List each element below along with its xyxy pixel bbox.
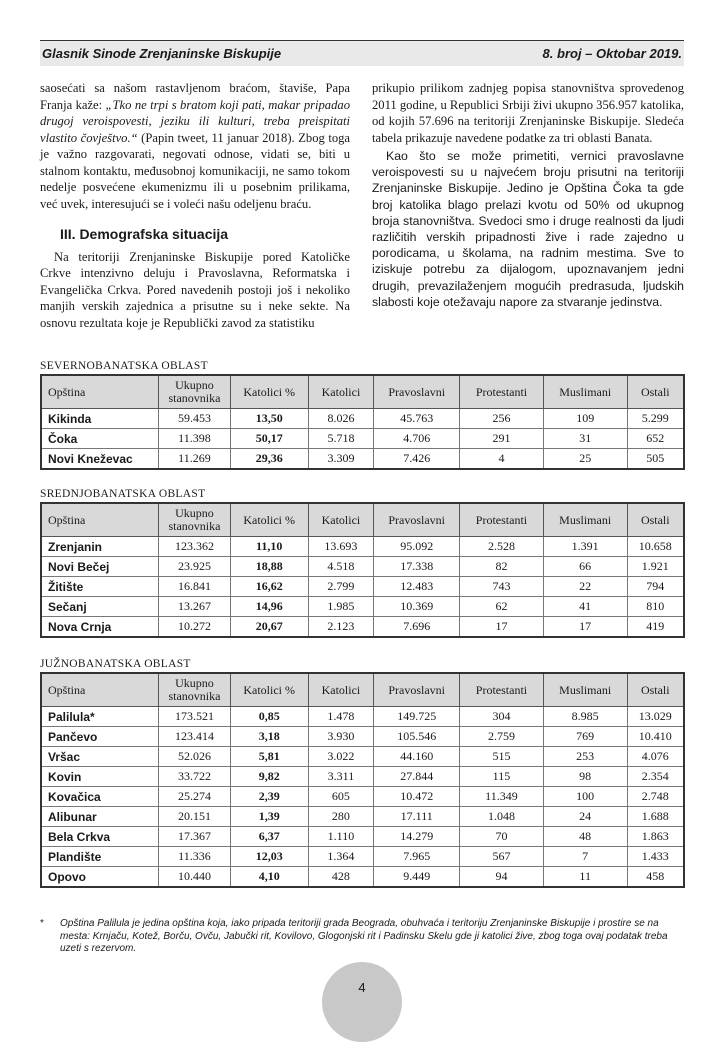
municipality-cell: Sečanj [41, 597, 159, 617]
value-cell: 29,36 [230, 449, 308, 470]
column-header: Katolici % [230, 375, 308, 409]
value-cell: 2.123 [308, 617, 374, 638]
table-row [41, 767, 684, 787]
value-cell: 3.930 [308, 727, 374, 747]
column-header: Ostali [627, 503, 684, 537]
value-cell: 11,10 [230, 537, 308, 557]
table-row [41, 409, 684, 429]
value-cell: 652 [627, 429, 684, 449]
column-header: Katolici [308, 503, 374, 537]
value-cell: 115 [460, 767, 544, 787]
value-cell: 11.349 [460, 787, 544, 807]
value-cell: 1.364 [308, 847, 374, 867]
value-cell: 769 [543, 727, 627, 747]
right-column [372, 80, 684, 310]
value-cell: 12.483 [374, 577, 460, 597]
value-cell: 5.718 [308, 429, 374, 449]
demographics-table [40, 374, 685, 470]
column-header: Opština [41, 503, 159, 537]
value-cell: 1.478 [308, 707, 374, 727]
value-cell: 11.336 [159, 847, 231, 867]
value-cell: 123.414 [159, 727, 231, 747]
municipality-cell: Palilula* [41, 707, 159, 727]
column-header: Muslimani [543, 673, 627, 707]
value-cell: 253 [543, 747, 627, 767]
census-paragraph: prikupio prilikom zadnjeg popisa stanovništva sprovedenog 2011 godine, u Republici Srbiji živi ukupno 356.957 katolika, od kojih 57.696 na teritoriji Zrenjaninske Biskupije. Sledeća tabela prikazuje navedene podatke za tri oblasti Banata. [372, 81, 684, 145]
municipality-cell: Novi Kneževac [41, 449, 159, 470]
region-title: SEVERNOBANATSKA OBLAST [40, 360, 208, 372]
value-cell: 4,10 [230, 867, 308, 888]
value-cell: 13.693 [308, 537, 374, 557]
value-cell: 3.309 [308, 449, 374, 470]
value-cell: 173.521 [159, 707, 231, 727]
municipality-cell: Opovo [41, 867, 159, 888]
value-cell: 2.799 [308, 577, 374, 597]
municipality-cell: Žitište [41, 577, 159, 597]
value-cell: 10.272 [159, 617, 231, 638]
value-cell: 2.354 [627, 767, 684, 787]
value-cell: 2.759 [460, 727, 544, 747]
value-cell: 100 [543, 787, 627, 807]
value-cell: 48 [543, 827, 627, 847]
value-cell: 33.722 [159, 767, 231, 787]
value-cell: 149.725 [374, 707, 460, 727]
value-cell: 17 [460, 617, 544, 638]
value-cell: 16.841 [159, 577, 231, 597]
value-cell: 291 [460, 429, 544, 449]
value-cell: 105.546 [374, 727, 460, 747]
value-cell: 14,96 [230, 597, 308, 617]
column-header: Pravoslavni [374, 673, 460, 707]
value-cell: 419 [627, 617, 684, 638]
region-title: SREDNJOBANATSKA OBLAST [40, 488, 206, 500]
section-heading: III. Demografska situacija [60, 226, 229, 242]
municipality-cell: Pančevo [41, 727, 159, 747]
value-cell: 1.985 [308, 597, 374, 617]
value-cell: 1.863 [627, 827, 684, 847]
table-row [41, 787, 684, 807]
value-cell: 7.426 [374, 449, 460, 470]
value-cell: 10.658 [627, 537, 684, 557]
value-cell: 22 [543, 577, 627, 597]
table-row [41, 577, 684, 597]
table-row [41, 429, 684, 449]
column-header: Opština [41, 375, 159, 409]
issue-date: 8. broj – Oktobar 2019. [542, 46, 682, 61]
value-cell: 20,67 [230, 617, 308, 638]
value-cell: 13.029 [627, 707, 684, 727]
column-header: Ostali [627, 673, 684, 707]
value-cell: 7.696 [374, 617, 460, 638]
value-cell: 8.026 [308, 409, 374, 429]
value-cell: 743 [460, 577, 544, 597]
municipality-cell: Plandište [41, 847, 159, 867]
value-cell: 98 [543, 767, 627, 787]
value-cell: 16,62 [230, 577, 308, 597]
value-cell: 2.528 [460, 537, 544, 557]
demographics-table [40, 672, 685, 888]
column-header: Opština [41, 673, 159, 707]
column-header: Muslimani [543, 503, 627, 537]
value-cell: 6,37 [230, 827, 308, 847]
value-cell: 23.925 [159, 557, 231, 577]
value-cell: 4.076 [627, 747, 684, 767]
column-header: Ukupno stanovnika [159, 673, 231, 707]
municipality-cell: Vršac [41, 747, 159, 767]
value-cell: 3.022 [308, 747, 374, 767]
value-cell: 123.362 [159, 537, 231, 557]
value-cell: 14.279 [374, 827, 460, 847]
value-cell: 515 [460, 747, 544, 767]
value-cell: 4.518 [308, 557, 374, 577]
value-cell: 17.367 [159, 827, 231, 847]
value-cell: 4 [460, 449, 544, 470]
value-cell: 10.472 [374, 787, 460, 807]
value-cell: 11.398 [159, 429, 231, 449]
value-cell: 304 [460, 707, 544, 727]
observation-paragraph: Kao što se može primetiti, vernici pravoslavne veroispovesti su u najvećem broju prisutni na teritoriji Zrenjaninske Biskupije. Jedino je Opština Čoka ta gde broj katolika blago prelazi kvotu od 50% od ukupnog broja stanovništva. Svedoci smo i druge realnosti da ljudi različitih verskih pripadnosti žive i rade zajedno u porodicama, u školama, na radnim mestima. Sve to iziskuje potrebu za dijalogom, upoznavanjem jedni drugih, prevazilaženjem mogućih predrasuda, ljudskih slabosti koje otežavaju napore za stvaranje jedinstva. [372, 149, 684, 309]
column-header: Ukupno stanovnika [159, 503, 231, 537]
municipality-cell: Novi Bečej [41, 557, 159, 577]
value-cell: 2.748 [627, 787, 684, 807]
column-header: Katolici [308, 375, 374, 409]
value-cell: 505 [627, 449, 684, 470]
value-cell: 50,17 [230, 429, 308, 449]
demographics-paragraph: Na teritoriji Zrenjaninske Biskupije pored Katoličke Crkve intenzivno deluju i Pravoslavna, Reformatska i Evangelička Crkva. Pored navedenih postoji još i nekoliko manjih verskih zajednica a prisutne su i neke sekte. Na osnovu rezultata koje je Republički zavod za statistiku [40, 249, 350, 330]
municipality-cell: Nova Crnja [41, 617, 159, 638]
value-cell: 82 [460, 557, 544, 577]
table-header-row [41, 673, 684, 707]
column-header: Protestanti [460, 375, 544, 409]
left-column [40, 80, 350, 331]
value-cell: 109 [543, 409, 627, 429]
value-cell: 25 [543, 449, 627, 470]
footnote-text: Opština Palilula je jedina opština koja, iako pripada teritoriji grada Beograda, obuhvaća i teritoriju Zrenjaninske Biskupije i prostire se na mesta: Krnjaču, Kotež, Borču, Ovču, Jabučki rit, Kovilovo, Glogonjski rit i Padinsku Skelu gde ji katolici žive, zbog toga ovaj podatak treba uzeti s rezervom. [60, 918, 668, 954]
municipality-cell: Zrenjanin [41, 537, 159, 557]
column-header: Ukupno stanovnika [159, 375, 231, 409]
value-cell: 45.763 [374, 409, 460, 429]
value-cell: 10.440 [159, 867, 231, 888]
municipality-cell: Kovačica [41, 787, 159, 807]
publication-title: Glasnik Sinode Zrenjaninske Biskupije [42, 46, 282, 61]
value-cell: 12,03 [230, 847, 308, 867]
intro-paragraph: saosećati sa našom rastavljenom braćom, štaviše, Papa Franja kaže: „Tko ne trpi s bratom koji pati, makar pripadao drugoj veroispovesti, jeziku ili kulturi, treba preispitati vlastito čovještvo.“ (Papin tweet, 11 januar 2018). Zbog toga je važno razgovarati, negovati odnose, vidati se, biti u stalnom kontaktu, međusobnoj komunikaciji, ne samo tokom nedelje posvećene ekumenizmu ili u posebnim prilikama, već uvek, interesujući se i voleći našu odeljenu braću. [40, 81, 351, 211]
column-header: Katolici % [230, 673, 308, 707]
value-cell: 17.338 [374, 557, 460, 577]
value-cell: 10.369 [374, 597, 460, 617]
value-cell: 41 [543, 597, 627, 617]
region-title: JUŽNOBANATSKA OBLAST [40, 658, 191, 670]
value-cell: 20.151 [159, 807, 231, 827]
table-header-row [41, 503, 684, 537]
demographics-table [40, 502, 685, 638]
value-cell: 66 [543, 557, 627, 577]
value-cell: 1.110 [308, 827, 374, 847]
column-header: Katolici % [230, 503, 308, 537]
value-cell: 59.453 [159, 409, 231, 429]
value-cell: 5,81 [230, 747, 308, 767]
value-cell: 5.299 [627, 409, 684, 429]
value-cell: 7.965 [374, 847, 460, 867]
value-cell: 3,18 [230, 727, 308, 747]
table-row [41, 747, 684, 767]
value-cell: 10.410 [627, 727, 684, 747]
value-cell: 13.267 [159, 597, 231, 617]
table-row [41, 449, 684, 470]
value-cell: 7 [543, 847, 627, 867]
value-cell: 95.092 [374, 537, 460, 557]
value-cell: 3.311 [308, 767, 374, 787]
value-cell: 25.274 [159, 787, 231, 807]
table-row [41, 827, 684, 847]
value-cell: 27.844 [374, 767, 460, 787]
page-header [40, 40, 684, 66]
footnote [40, 918, 685, 956]
value-cell: 280 [308, 807, 374, 827]
municipality-cell: Čoka [41, 429, 159, 449]
table-row [41, 557, 684, 577]
table-row [41, 537, 684, 557]
table-row [41, 847, 684, 867]
value-cell: 17 [543, 617, 627, 638]
column-header: Protestanti [460, 503, 544, 537]
value-cell: 8.985 [543, 707, 627, 727]
value-cell: 9,82 [230, 767, 308, 787]
value-cell: 11.269 [159, 449, 231, 470]
value-cell: 428 [308, 867, 374, 888]
value-cell: 810 [627, 597, 684, 617]
municipality-cell: Bela Crkva [41, 827, 159, 847]
value-cell: 1.921 [627, 557, 684, 577]
column-header: Muslimani [543, 375, 627, 409]
value-cell: 52.026 [159, 747, 231, 767]
value-cell: 0,85 [230, 707, 308, 727]
value-cell: 256 [460, 409, 544, 429]
value-cell: 458 [627, 867, 684, 888]
value-cell: 44.160 [374, 747, 460, 767]
value-cell: 2,39 [230, 787, 308, 807]
value-cell: 13,50 [230, 409, 308, 429]
value-cell: 31 [543, 429, 627, 449]
value-cell: 17.111 [374, 807, 460, 827]
column-header: Pravoslavni [374, 503, 460, 537]
table-row [41, 617, 684, 638]
value-cell: 70 [460, 827, 544, 847]
value-cell: 1.688 [627, 807, 684, 827]
column-header: Katolici [308, 673, 374, 707]
value-cell: 18,88 [230, 557, 308, 577]
value-cell: 24 [543, 807, 627, 827]
value-cell: 1.433 [627, 847, 684, 867]
value-cell: 11 [543, 867, 627, 888]
column-header: Protestanti [460, 673, 544, 707]
value-cell: 1.048 [460, 807, 544, 827]
municipality-cell: Alibunar [41, 807, 159, 827]
value-cell: 94 [460, 867, 544, 888]
value-cell: 62 [460, 597, 544, 617]
column-header: Ostali [627, 375, 684, 409]
table-row [41, 807, 684, 827]
value-cell: 1,39 [230, 807, 308, 827]
table-row [41, 707, 684, 727]
value-cell: 4.706 [374, 429, 460, 449]
value-cell: 794 [627, 577, 684, 597]
table-row [41, 727, 684, 747]
page-number: 4 [358, 980, 366, 995]
page-number-circle [322, 962, 402, 1042]
value-cell: 9.449 [374, 867, 460, 888]
value-cell: 1.391 [543, 537, 627, 557]
municipality-cell: Kovin [41, 767, 159, 787]
value-cell: 605 [308, 787, 374, 807]
pope-quote: „Tko ne trpi s bratom koji pati, makar pripadao drugoj veroispovesti, jeziku ili kulturi, treba preispitati vlastito čovještvo.“ [40, 97, 350, 145]
footnote-mark: * [40, 918, 44, 929]
table-row [41, 867, 684, 888]
value-cell: 567 [460, 847, 544, 867]
table-header-row [41, 375, 684, 409]
table-row [41, 597, 684, 617]
column-header: Pravoslavni [374, 375, 460, 409]
municipality-cell: Kikinda [41, 409, 159, 429]
